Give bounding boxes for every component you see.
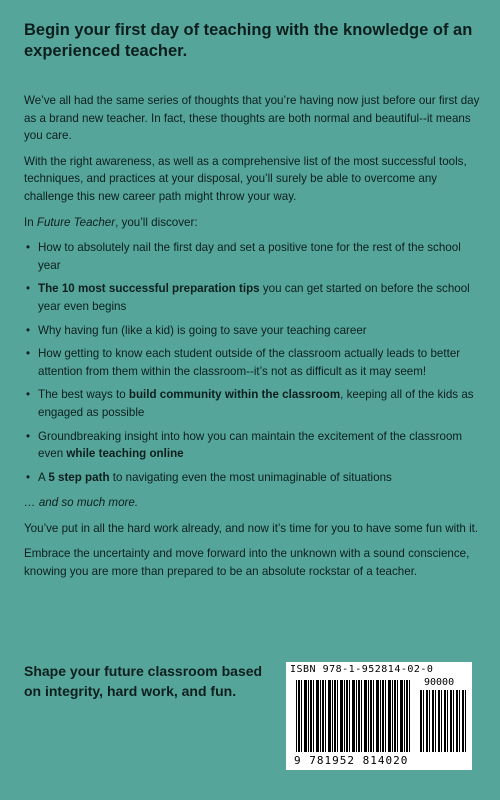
intro-line [24, 214, 482, 232]
list-item: • The 10 most successful preparation tips you can get started on before the school year even begins [24, 280, 482, 315]
intro-suffix: , you’ll discover: [115, 215, 198, 229]
price-barcode-bars [420, 690, 466, 752]
discover-list [24, 239, 482, 486]
list-item: • Why having fun (like a kid) is going to save your teaching career [24, 322, 482, 340]
paragraph: You’ve put in all the hard work already, and now it’s time for you to have some fun with it. [24, 521, 479, 535]
intro-prefix: In [24, 215, 37, 229]
list-item: • A 5 step path to navigating even the most unimaginable of situations [24, 469, 482, 487]
description [24, 92, 482, 589]
barcode-bars [296, 680, 412, 752]
and-more: … and so much more. [24, 496, 139, 510]
price-code: 90000 [424, 677, 455, 688]
barcode [286, 662, 472, 770]
list-item: • The best ways to build community within the classroom, keeping all of the kids as engaged as possible [24, 386, 482, 421]
list-item: • Groundbreaking insight into how you can maintain the excitement of the classroom even while teaching online [24, 428, 482, 463]
tagline: Shape your future classroom based on integrity, hard work, and fun. [24, 663, 263, 699]
isbn-label: ISBN 978-1-952814-02-0 [290, 664, 434, 675]
barcode-digits: 9 781952 814020 [294, 754, 409, 767]
book-title: Future Teacher [36, 215, 116, 229]
list-item: • How to absolutely nail the first day and set a positive tone for the rest of the school year [24, 239, 482, 274]
paragraph: We’ve all had the same series of thoughts that you’re having now just before our first day as a brand new teacher. In fact, these thoughts are both normal and beautiful--it means you care. [24, 94, 480, 143]
paragraph: With the right awareness, as well as a comprehensive list of the most successful tools, techniques, and practices at your disposal, you’ll surely be able to overcome any challenge this new career path might throw your way. [24, 154, 467, 203]
headline: Begin your first day of teaching with the knowledge of an experienced teacher. [24, 21, 473, 60]
paragraph: Embrace the uncertainty and move forward into the unknown with a sound conscience, knowing you are more than prepared to be an absolute rockstar of a teacher. [24, 547, 470, 579]
list-item: • How getting to know each student outside of the classroom actually leads to better attention from them within the classroom--it’s not as difficult as it may seem! [24, 345, 482, 380]
